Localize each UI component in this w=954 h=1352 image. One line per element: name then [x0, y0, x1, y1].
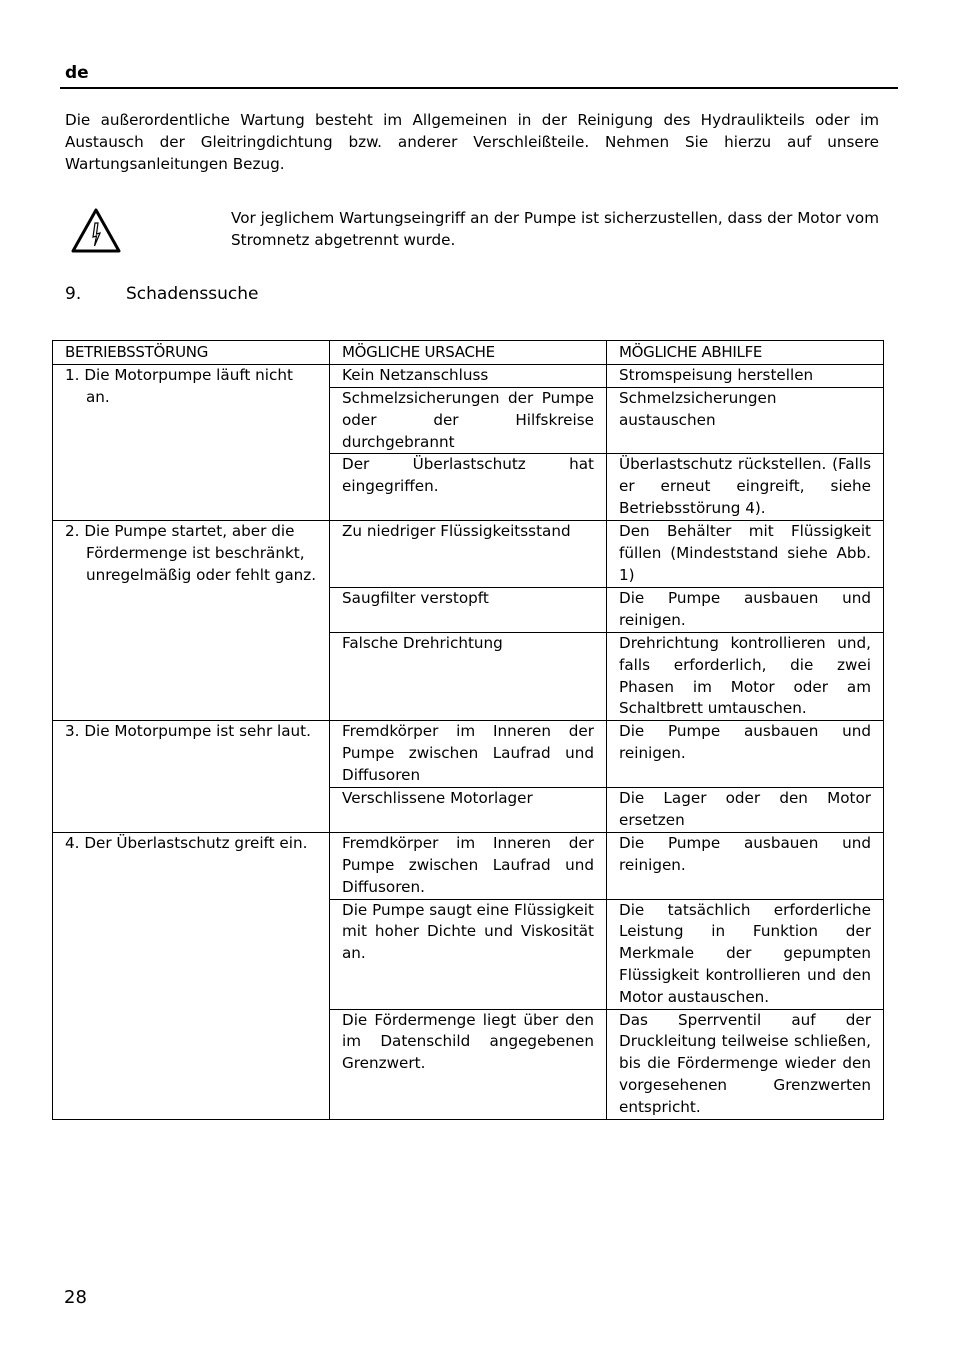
header-rule [60, 87, 898, 89]
column-header-fault: BETRIEBSSTÖRUNG [53, 341, 330, 365]
cause-cell: Der Überlastschutz hat eingegriffen. [330, 454, 607, 521]
troubleshooting-table [52, 340, 884, 1120]
cause-cell: Die Pumpe saugt eine Flüssigkeit mit hoher Dichte und Viskosität an. [330, 899, 607, 1009]
fault-cell [53, 833, 330, 1119]
fault-text: 2. Die Pumpe startet, aber die Fördermenge ist beschränkt, unregelmäßig oder fehlt ganz. [65, 522, 317, 584]
warning-text: Vor jeglichem Wartungseingriff an der Pumpe ist sicherzustellen, dass der Motor vom Stromnetz abgetrennt wurde. [231, 209, 879, 249]
remedy-cell: Die Lager oder den Motor ersetzen [607, 788, 884, 833]
language-code: de [65, 63, 89, 83]
fault-text: 4. Der Überlastschutz greift ein. [65, 834, 308, 853]
remedy-cell: Die Pumpe ausbauen und reinigen. [607, 588, 884, 633]
remedy-cell: Die Pumpe ausbauen und reinigen. [607, 833, 884, 899]
cause-cell: Schmelzsicherungen der Pumpe oder der Hilfskreise durchgebrannt [330, 388, 607, 454]
fault-text: 1. Die Motorpumpe läuft nicht an. [65, 366, 293, 406]
cause-cell: Falsche Drehrichtung [330, 632, 607, 720]
section-heading [65, 284, 258, 304]
section-number: 9. [65, 284, 82, 304]
remedy-cell: Schmelzsicherungen austauschen [607, 388, 884, 454]
table-row [53, 521, 884, 588]
remedy-cell: Drehrichtung kontrollieren und, falls erforderlich, die zwei Phasen im Motor oder am Schaltbrett umtauschen. [607, 632, 884, 720]
fault-cell [53, 521, 330, 721]
remedy-cell: Stromspeisung herstellen [607, 365, 884, 388]
table-row [53, 365, 884, 388]
remedy-cell: Die Pumpe ausbauen und reinigen. [607, 721, 884, 788]
section-title: Schadenssuche [126, 284, 259, 304]
table-header-row [53, 341, 884, 365]
remedy-cell: Überlastschutz rückstellen. (Falls er erneut eingreift, siehe Betriebsstörung 4). [607, 454, 884, 521]
intro-paragraph: Die außerordentliche Wartung besteht im Allgemeinen in der Reinigung des Hydraulikteils oder im Austausch der Gleitringdichtung bzw. anderer Verschleißteile. Nehmen Sie hierzu auf unsere Wartungsanleitungen Bezug. [65, 111, 879, 173]
cause-cell: Die Fördermenge liegt über den im Datenschild angegebenen Grenzwert. [330, 1009, 607, 1119]
cause-cell: Saugfilter verstopft [330, 588, 607, 633]
column-header-remedy: MÖGLICHE ABHILFE [607, 341, 884, 365]
cause-cell: Verschlissene Motorlager [330, 788, 607, 833]
fault-cell [53, 365, 330, 521]
table-row [53, 721, 884, 788]
column-header-cause: MÖGLICHE URSACHE [330, 341, 607, 365]
remedy-cell: Das Sperrventil auf der Druckleitung teilweise schließen, bis die Fördermenge wieder den vorgesehenen Grenzwerten entspricht. [607, 1009, 884, 1119]
page-number: 28 [64, 1287, 87, 1308]
remedy-cell: Den Behälter mit Flüssigkeit füllen (Mindeststand siehe Abb. 1) [607, 521, 884, 588]
cause-cell: Zu niedriger Flüssigkeitsstand [330, 521, 607, 588]
table-row [53, 833, 884, 899]
fault-cell [53, 721, 330, 833]
high-voltage-warning-icon [70, 207, 122, 254]
cause-cell: Fremdkörper im Inneren der Pumpe zwischen Laufrad und Diffusoren [330, 721, 607, 788]
fault-text: 3. Die Motorpumpe ist sehr laut. [65, 722, 311, 741]
remedy-cell: Die tatsächlich erforderliche Leistung in Funktion der Merkmale der gepumpten Flüssigkeit kontrollieren und den Motor austauschen. [607, 899, 884, 1009]
cause-cell: Fremdkörper im Inneren der Pumpe zwischen Laufrad und Diffusoren. [330, 833, 607, 899]
cause-cell: Kein Netzanschluss [330, 365, 607, 388]
